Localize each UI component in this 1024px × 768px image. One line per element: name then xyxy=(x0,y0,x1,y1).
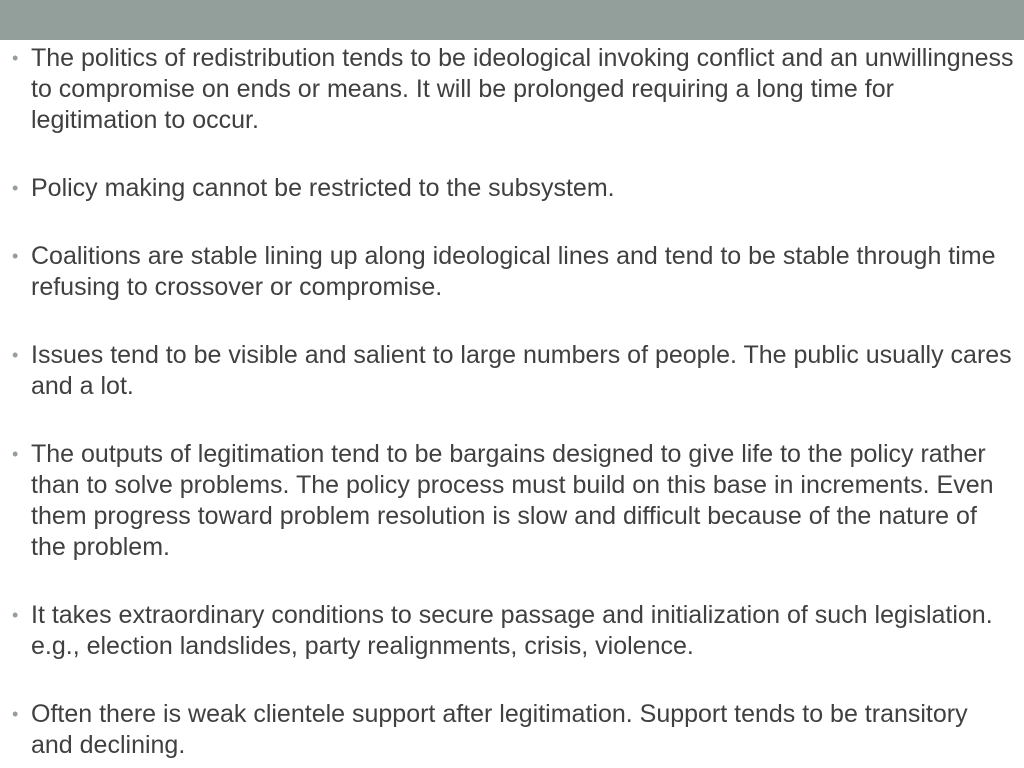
bullet-item xyxy=(0,241,1024,303)
bullet-list xyxy=(0,43,1024,768)
bullet-dot-icon: • xyxy=(12,444,19,464)
bullet-text: Coalitions are stable lining up along ideological lines and tend to be stable through time refusing to crossover or compromise. xyxy=(31,242,996,301)
bullet-text: The outputs of legitimation tend to be bargains designed to give life to the policy rather than to solve problems. The policy process must build on this base in increments. Even them progress toward problem resolution is slow and difficult because of the nature of the problem. xyxy=(31,440,994,561)
bullet-text: Often there is weak clientele support after legitimation. Support tends to be transitory and declining. xyxy=(31,700,968,759)
bullet-text: The politics of redistribution tends to be ideological invoking conflict and an unwillingness to compromise on ends or means. It will be prolonged requiring a long time for legitimation to occur. xyxy=(31,44,1014,134)
bullet-item xyxy=(0,699,1024,761)
bullet-text: Policy making cannot be restricted to the subsystem. xyxy=(31,174,615,202)
bullet-text: It takes extraordinary conditions to secure passage and initialization of such legislation. e.g., election landslides, party realignments, crisis, violence. xyxy=(31,601,993,660)
header-bar xyxy=(0,0,1024,40)
bullet-dot-icon: • xyxy=(12,246,19,266)
bullet-text: Issues tend to be visible and salient to large numbers of people. The public usually cares and a lot. xyxy=(31,341,1012,400)
bullet-item xyxy=(0,439,1024,563)
bullet-dot-icon: • xyxy=(12,605,19,625)
bullet-item xyxy=(0,43,1024,136)
bullet-dot-icon: • xyxy=(12,704,19,724)
bullet-dot-icon: • xyxy=(12,178,19,198)
bullet-dot-icon: • xyxy=(12,48,19,68)
bullet-item xyxy=(0,600,1024,662)
bullet-item xyxy=(0,340,1024,402)
bullet-item xyxy=(0,173,1024,204)
bullet-dot-icon: • xyxy=(12,345,19,365)
